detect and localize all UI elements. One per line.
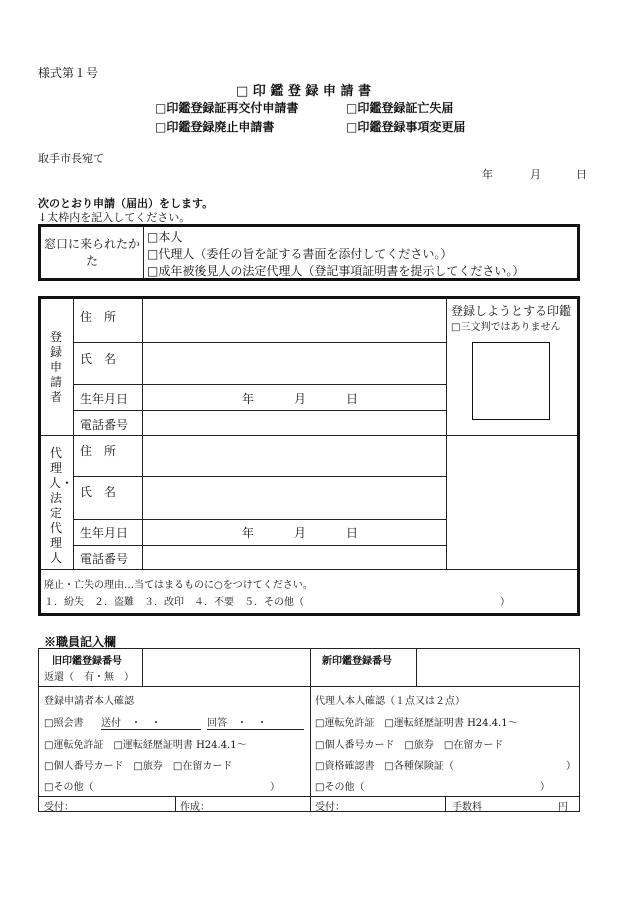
- self-check-row2[interactable]: □個人番号カード □旅券 □在留カード: [44, 761, 233, 772]
- agent-phone-input[interactable]: [145, 547, 444, 567]
- fee-yen: 円: [558, 802, 568, 813]
- agent-check-row1[interactable]: □運転免許証 □運転経歴証明書 H24.4.1～: [315, 718, 518, 729]
- self-check-other-close: ）: [270, 782, 280, 793]
- visitor-label: 窓口に来られたかた: [44, 237, 141, 268]
- visitor-option-guardian[interactable]: □成年被後見人の法定代理人（登記事項証明書を提示してください。）: [147, 264, 525, 278]
- agent-check-other-close: ）: [540, 782, 550, 793]
- old-number-label: 旧印鑑登録番号: [52, 656, 122, 667]
- applicant-label: 登録申請者: [49, 330, 62, 404]
- agent-birth-label: 生年月日: [80, 526, 129, 540]
- title-abolish: □印鑑登録廃止申請書: [155, 120, 275, 134]
- fee-label: 手数料: [452, 802, 482, 813]
- self-check-row1[interactable]: □運転免許証 □運転経歴証明書 H24.4.1～: [44, 740, 247, 751]
- inquiry-sent[interactable]: 送付 ・ ・: [101, 714, 201, 730]
- seal-note[interactable]: □三文判ではありません: [451, 322, 561, 333]
- applicant-birth-month: 月: [294, 392, 307, 406]
- intro-line2: ↓太枠内を記入してください。: [38, 211, 191, 224]
- applicant-name-label: 氏 名: [80, 352, 117, 366]
- staff-heading: ※職員記入欄: [44, 635, 117, 649]
- applicant-address-input[interactable]: [145, 301, 444, 340]
- reason-close: ）: [500, 597, 510, 608]
- agent-check-other[interactable]: □その他（: [315, 782, 365, 793]
- agent-label: 代理人・法定代理人: [49, 446, 74, 565]
- return-status[interactable]: 返還（ 有・無 ）: [44, 672, 134, 683]
- visitor-option-agent[interactable]: □代理人（委任の旨を証する書面を添付してください。）: [147, 247, 453, 261]
- reason-line1: 廃止・亡失の理由…当てはまるものに○をつけてください。: [44, 580, 313, 591]
- addressee: 取手市長宛て: [38, 152, 104, 165]
- applicant-phone-label: 電話番号: [80, 418, 129, 432]
- applicant-birth-day: 日: [346, 392, 359, 406]
- created-label: 作成：: [180, 802, 210, 813]
- received-label: 受付：: [44, 802, 74, 813]
- agent-birth-month: 月: [294, 526, 307, 540]
- inquiry-check[interactable]: □照会書: [44, 718, 84, 729]
- intro-line1: 次のとおり申請（届出）をします。: [38, 197, 214, 210]
- agent-phone-label: 電話番号: [80, 552, 129, 566]
- applicant-name-input[interactable]: [145, 345, 444, 382]
- seal-imprint-box[interactable]: [472, 342, 550, 420]
- date-month: 月: [530, 168, 541, 181]
- reason-line2[interactable]: １．紛失 ２．盗難 ３．改印 ４．不要 ５．その他（: [44, 597, 304, 608]
- self-check-other[interactable]: □その他（: [44, 782, 94, 793]
- visitor-option-self[interactable]: □本人: [147, 230, 183, 244]
- agent-name-input[interactable]: [145, 479, 444, 517]
- new-number-label: 新印鑑登録番号: [322, 656, 392, 667]
- date-day: 日: [576, 168, 587, 181]
- applicant-address-label: 住 所: [80, 310, 117, 324]
- applicant-birth-year: 年: [242, 392, 255, 406]
- agent-birth-year: 年: [242, 526, 255, 540]
- agent-check-row3[interactable]: □資格確認書 □各種保険証（: [315, 761, 454, 772]
- date-year: 年: [482, 168, 493, 181]
- received-label-2: 受付：: [315, 802, 345, 813]
- seal-title: 登録しようとする印鑑: [451, 304, 572, 318]
- agent-name-label: 氏 名: [80, 485, 117, 499]
- form-number: 様式第１号: [38, 66, 99, 80]
- title-main: □ 印 鑑 登 録 申 請 書: [236, 84, 371, 99]
- inquiry-answer[interactable]: 回答 ・ ・: [207, 714, 304, 730]
- agent-address-input[interactable]: [145, 438, 444, 474]
- agent-check-label: 代理人本人確認（１点又は２点）: [315, 696, 465, 707]
- agent-check-row3-close: ）: [566, 761, 576, 772]
- agent-birth-day: 日: [346, 526, 359, 540]
- title-lost: □印鑑登録証亡失届: [346, 101, 454, 115]
- agent-check-row2[interactable]: □個人番号カード □旅券 □在留カード: [315, 740, 504, 751]
- title-change: □印鑑登録事項変更届: [346, 120, 466, 134]
- self-check-label: 登録申請者本人確認: [44, 696, 134, 707]
- title-reissue: □印鑑登録証再交付申請書: [155, 101, 299, 115]
- applicant-phone-input[interactable]: [145, 412, 444, 433]
- applicant-birth-label: 生年月日: [80, 392, 129, 406]
- agent-address-label: 住 所: [80, 444, 117, 458]
